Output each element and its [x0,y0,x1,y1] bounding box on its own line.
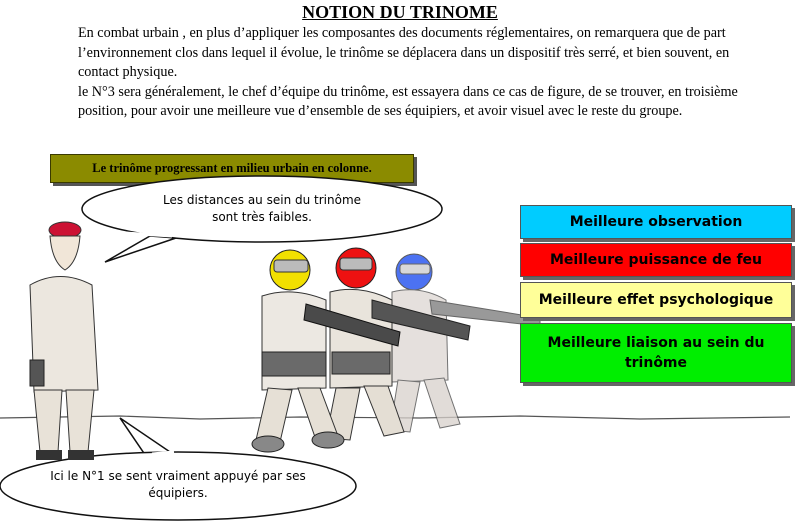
label-observation [520,205,792,239]
label-observation-text: Meilleure observation [569,214,743,230]
label-liaison-text: Meilleure liaison au sein du trinôme [547,335,765,371]
label-firepower-text: Meilleure puissance de feu [549,252,763,268]
caption-text: Le trinôme progressant en milieu urbain en colonne. [92,161,372,175]
officer-figure [30,222,98,460]
label-liaison [520,323,792,383]
soldier-n3 [390,254,540,432]
paragraph-1: En combat urbain , en plus d’appliquer les composantes des documents réglementaires, on remarquera que de part l’environnement clos dans lequel il évolue, le trinôme se déplacera dans un dispositif très serré, et bien souvent, en contact physique. [78,25,730,80]
label-psychological [520,282,792,318]
page-title: NOTION DU TRINOME [302,2,498,22]
label-psychological-text: Meilleure effet psychologique [538,292,774,308]
bubble-bottom-text: Ici le N°1 se sent vraiment appuyé par ses équipiers. [50,469,306,500]
label-firepower [520,243,792,277]
bubble-top-text: Les distances au sein du trinôme sont très faibles. [162,193,362,224]
paragraph-2: le N°3 sera généralement, le chef d’équipe du trinôme, est essayera dans ce cas de figure, de se trouver, en troisième position, pour avoir une meilleure vue d’ensemble de ses équipiers, et avoir visuel avec le reste du groupe. [78,83,738,119]
